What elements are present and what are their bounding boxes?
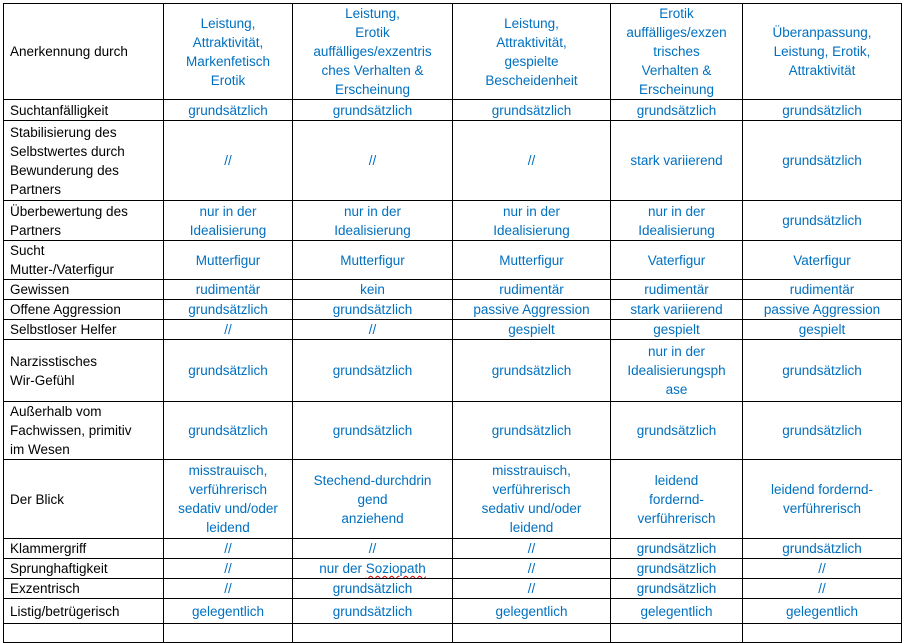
table-row (4, 579, 902, 599)
value-cell: gelegentlich (611, 599, 743, 624)
value-cell: grundsätzlich (164, 300, 293, 320)
value-cell: // (743, 559, 902, 579)
value-cell: nur in der Idealisierung (453, 201, 611, 241)
value-cell: passive Aggression (743, 300, 902, 320)
comparison-table (3, 3, 902, 643)
table-row (4, 559, 902, 579)
row-label-cell: Suchtanfälligkeit (4, 100, 164, 121)
value-cell: rudimentär (453, 280, 611, 300)
value-cell: // (743, 579, 902, 599)
value-cell: Vaterfigur (743, 241, 902, 280)
value-cell: // (453, 121, 611, 201)
value-cell: kein (293, 280, 453, 300)
value-cell: grundsätzlich (293, 300, 453, 320)
value-cell: leidend fordernd- verführerisch (743, 460, 902, 539)
value-cell: // (164, 320, 293, 340)
value-cell: // (453, 539, 611, 559)
value-cell: // (453, 559, 611, 579)
value-cell: gespielt (453, 320, 611, 340)
value-cell: grundsätzlich (453, 340, 611, 402)
table-row (4, 280, 902, 300)
value-cell: gelegentlich (164, 599, 293, 624)
value-cell: grundsätzlich (611, 559, 743, 579)
value-cell: nur in der Idealisierung (164, 201, 293, 241)
value-cell: // (293, 320, 453, 340)
value-cell: Mutterfigur (293, 241, 453, 280)
row-label-cell: Überbewertung des Partners (4, 201, 164, 241)
value-cell: grundsätzlich (743, 201, 902, 241)
value-cell: Mutterfigur (453, 241, 611, 280)
table-row (4, 100, 902, 121)
header-column-4: Erotik auffälliges/exzen trisches Verhalten & Erscheinung (611, 4, 743, 100)
value-cell: Mutterfigur (164, 241, 293, 280)
row-label-cell: Außerhalb vom Fachwissen, primitiv im Wesen (4, 402, 164, 460)
table-row (4, 340, 902, 402)
table-row (4, 402, 902, 460)
value-cell: // (453, 579, 611, 599)
value-cell: // (293, 121, 453, 201)
value-cell: grundsätzlich (743, 100, 902, 121)
value-cell: Stechend-durchdrin gend anziehend (293, 460, 453, 539)
row-label-cell: Gewissen (4, 280, 164, 300)
header-row (4, 4, 902, 100)
row-label-cell: Sprunghaftigkeit (4, 559, 164, 579)
value-cell: nur in der Idealisierung (611, 201, 743, 241)
header-column-1: Leistung, Attraktivität, Markenfetisch Erotik (164, 4, 293, 100)
header-column-5: Überanpassung, Leistung, Erotik, Attraktivität (743, 4, 902, 100)
row-label-cell: Klammergriff (4, 539, 164, 559)
value-cell: grundsätzlich (293, 340, 453, 402)
table-row (4, 539, 902, 559)
table-row (4, 201, 902, 241)
row-label-cell: Exzentrisch (4, 579, 164, 599)
row-label-cell: Stabilisierung des Selbstwertes durch Bewunderung des Partners (4, 121, 164, 201)
table-row (4, 121, 902, 201)
value-cell: grundsätzlich (743, 539, 902, 559)
value-cell: rudimentär (611, 280, 743, 300)
value-cell: grundsätzlich (453, 100, 611, 121)
value-cell: grundsätzlich (611, 402, 743, 460)
header-column-3: Leistung, Attraktivität, gespielte Bescheidenheit (453, 4, 611, 100)
table-row (4, 599, 902, 624)
value-cell: grundsätzlich (611, 539, 743, 559)
table-row (4, 300, 902, 320)
row-label-cell: Der Blick (4, 460, 164, 539)
value-cell: nur in der Idealisierung (293, 201, 453, 241)
value-cell: rudimentär (164, 280, 293, 300)
value-cell: stark variierend (611, 121, 743, 201)
value-cell: grundsätzlich (453, 402, 611, 460)
row-label-cell: Offene Aggression (4, 300, 164, 320)
value-cell: misstrauisch, verführerisch sedativ und/oder leidend (453, 460, 611, 539)
value-cell: // (164, 559, 293, 579)
value-cell: leidend fordernd- verführerisch (611, 460, 743, 539)
row-label-cell: Narzisstisches Wir-Gefühl (4, 340, 164, 402)
value-cell: stark variierend (611, 300, 743, 320)
value-cell: grundsätzlich (293, 599, 453, 624)
value-cell: // (293, 539, 453, 559)
value-cell: grundsätzlich (164, 402, 293, 460)
table-row (4, 320, 902, 340)
value-cell: passive Aggression (453, 300, 611, 320)
value-cell: grundsätzlich (293, 579, 453, 599)
table-row (4, 241, 902, 280)
row-label-cell: Selbstloser Helfer (4, 320, 164, 340)
value-cell: gespielt (611, 320, 743, 340)
value-cell: nur in der Idealisierungsph ase (611, 340, 743, 402)
header-column-2: Leistung, Erotik auffälliges/exzentris ches Verhalten & Erscheinung (293, 4, 453, 100)
value-cell: // (164, 579, 293, 599)
value-cell: grundsätzlich (743, 402, 902, 460)
value-cell: gelegentlich (743, 599, 902, 624)
table-row (4, 460, 902, 539)
value-cell: rudimentär (743, 280, 902, 300)
value-cell: grundsätzlich (743, 340, 902, 402)
value-cell: grundsätzlich (743, 121, 902, 201)
row-label-cell: Sucht Mutter-/Vaterfigur (4, 241, 164, 280)
spellcheck-underline: Soziopath (365, 561, 426, 576)
value-cell: // (164, 539, 293, 559)
value-cell: grundsätzlich (611, 100, 743, 121)
value-cell: Vaterfigur (611, 241, 743, 280)
value-cell: misstrauisch, verführerisch sedativ und/oder leidend (164, 460, 293, 539)
value-cell: grundsätzlich (293, 100, 453, 121)
value-cell: grundsätzlich (164, 100, 293, 121)
value-cell: nur der Soziopath (293, 559, 453, 579)
value-cell: // (164, 121, 293, 201)
row-label-cell: Listig/betrügerisch (4, 599, 164, 624)
value-cell: gespielt (743, 320, 902, 340)
header-label-cell: Anerkennung durch (4, 4, 164, 100)
value-cell: grundsätzlich (293, 402, 453, 460)
value-cell: grundsätzlich (164, 340, 293, 402)
value-cell: grundsätzlich (611, 579, 743, 599)
value-cell: gelegentlich (453, 599, 611, 624)
